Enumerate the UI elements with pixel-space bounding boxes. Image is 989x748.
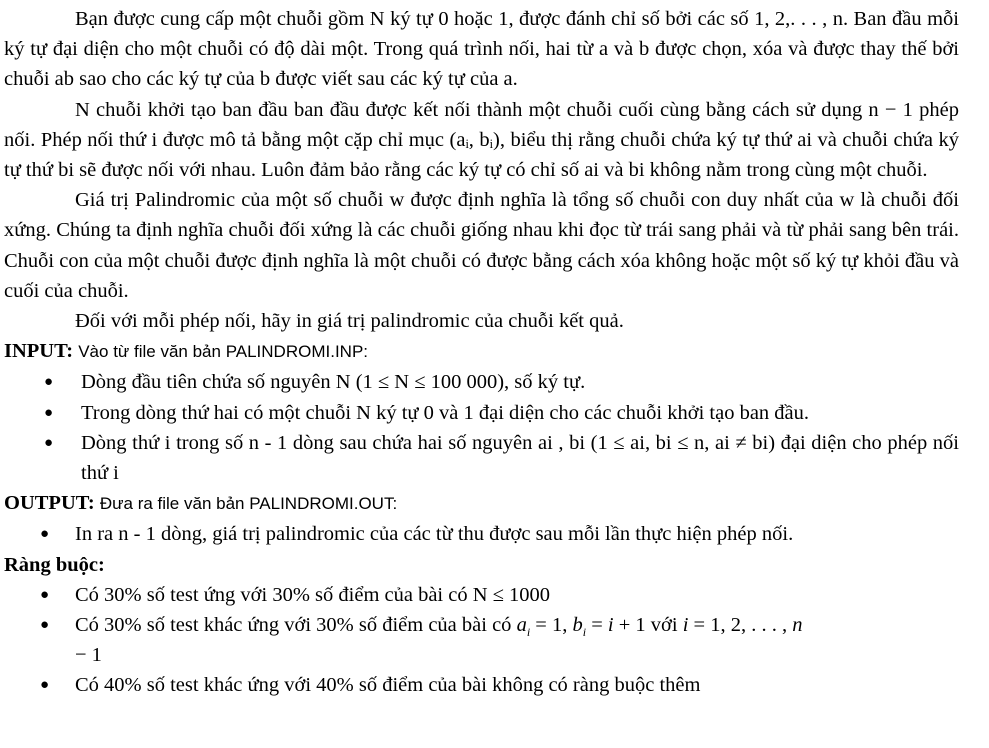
list-item: ● Dòng đầu tiên chứa số nguyên N (1 ≤ N ≤ 100 000), số ký tự. [4,367,959,397]
input-list [4,367,959,488]
list-item: ● Dòng thứ i trong số n - 1 dòng sau chứa hai số nguyên ai , bi (1 ≤ ai, bi ≤ n, ai ≠ bi) đại diện cho phép nối thứ i [4,428,959,488]
bullet-icon: ● [40,617,50,634]
bullet-icon: ● [44,374,54,391]
paragraph-palindromic-definition: Giá trị Palindromic của một số chuỗi w được định nghĩa là tổng số chuỗi con duy nhất của w là chuỗi đối xứng. Chúng ta định nghĩa chuỗi đối xứng là các chuỗi giống nhau khi đọc từ trái sang phải và từ phải sang bên trái. Chuỗi con của một chuỗi được định nghĩa là một chuỗi có được bằng cách xóa không hoặc một số ký tự khỏi đầu và cuối của chuỗi. [4,189,959,302]
list-item: ● Có 30% số test ứng với 30% số điểm của bài có N ≤ 1000 [4,580,959,610]
output-list [4,519,959,549]
list-item: ● In ra n - 1 dòng, giá trị palindromic của các từ thu được sau mỗi lần thực hiện phép nối. [4,519,959,549]
bullet-icon: ● [40,677,50,694]
constraints-heading [4,550,959,580]
input-text: Vào từ file văn bản PALINDROMI.INP: [78,342,369,362]
bullet-icon: ● [44,404,54,421]
output-heading [4,488,959,519]
bullet-icon: ● [40,526,50,543]
paragraph-task: Đối với mỗi phép nối, hãy in giá trị palindromic của chuỗi kết quả. [75,310,624,333]
constraints-label: Ràng buộc: [4,553,105,576]
output-text: Đưa ra file văn bản PALINDROMI.OUT: [99,494,398,514]
input-heading [4,336,959,367]
output-label: OUTPUT: [4,492,95,515]
paragraph-intro: Bạn được cung cấp một chuỗi gồm N ký tự 0 hoặc 1, được đánh chỉ số bởi các số 1, 2,. . . , n. Ban đầu mỗi ký tự đại diện cho một chuỗi có độ dài một. Trong quá trình nối, hai từ a và b được chọn, xóa và được thay thế bởi chuỗi ab sao cho các ký tự của b được viết sau các ký tự của a. [4,8,959,91]
bullet-icon: ● [40,586,50,603]
bullet-icon: ● [44,434,54,451]
paragraph-join-operations: N chuỗi khởi tạo ban đầu ban đầu được kết nối thành một chuỗi cuối cùng bằng cách sử dụng n − 1 phép nối. Phép nối thứ i được mô tả bằng một cặp chỉ mục (aᵢ, bᵢ), biểu thị rằng chuỗi chứa ký tự thứ ai và chuỗi chứa ký tự thứ bi sẽ được nối với nhau. Luôn đảm bảo rằng các ký tự có chỉ số ai và bi không nằm trong cùng một chuỗi. [4,98,959,182]
list-item: ● Có 30% số test khác ứng với 30% số điểm của bài có $a_i = 1$, $b_i = i + 1$ với i = 1, 2, . . . , n − 1 [4,610,959,670]
list-item: ● Có 40% số test khác ứng với 40% số điểm của bài không có ràng buộc thêm [4,670,959,700]
constraints-list [4,580,959,701]
input-label: INPUT: [4,340,74,363]
list-item: ● Trong dòng thứ hai có một chuỗi N ký tự 0 và 1 đại diện cho các chuỗi khởi tạo ban đầu. [4,398,959,428]
